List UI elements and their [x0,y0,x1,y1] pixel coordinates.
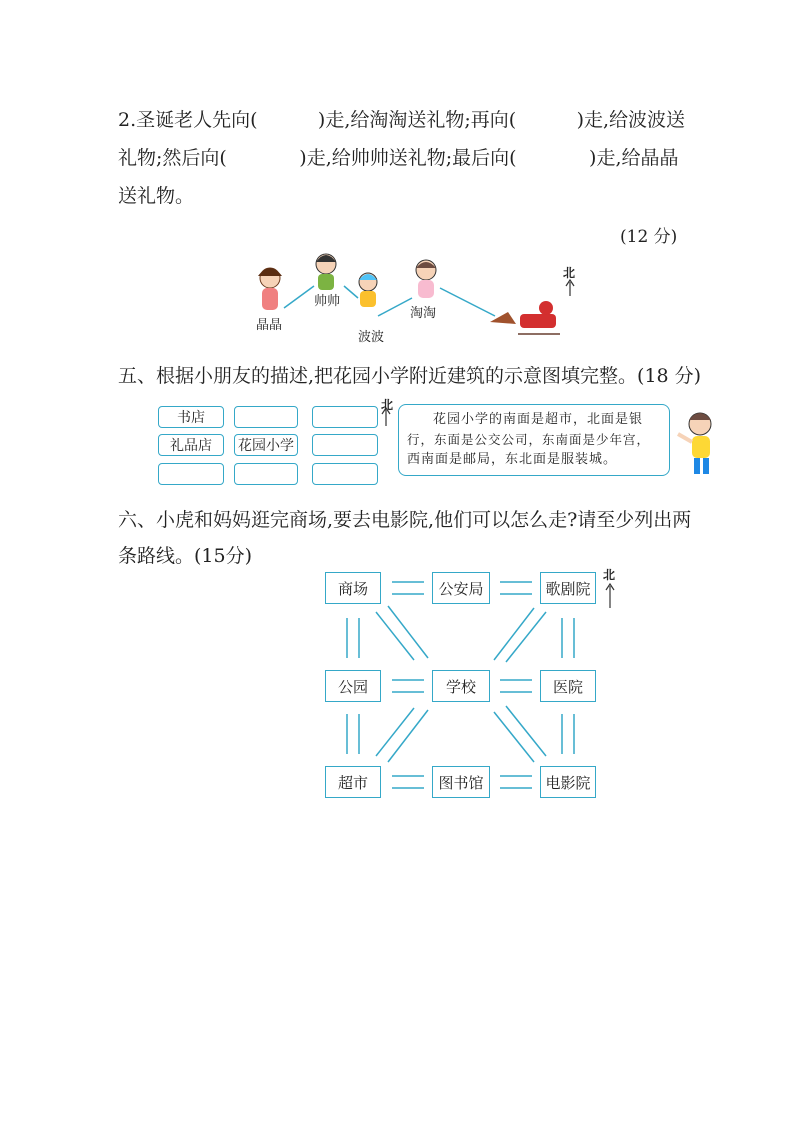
q5-cell-2-0 [158,463,224,485]
q5-title: 五、根据小朋友的描述,把花园小学附近建筑的示意图填完整。(18 分) [118,365,702,387]
q5-cell-0-1 [234,406,298,428]
bubble-line2: 行，东面是公交公司，东南面是少年宫， [407,432,651,447]
map-shangchang: 商场 [325,572,381,604]
name-shuaishuai: 帅帅 [314,294,341,309]
map-gejuyuan: 歌剧院 [540,572,596,604]
q5-cell-2-1 [234,463,298,485]
q5-cell-1-0: 礼品店 [158,434,224,456]
santa-route-illustration [240,250,580,350]
name-taotao: 淘淘 [410,306,437,321]
santa-sleigh-icon [490,301,560,334]
q5-cell-0-2 [312,406,378,428]
jingjing-figure-icon [258,268,282,310]
q5-cell-1-2 [312,434,378,456]
q5-cell-0-0: 书店 [158,406,224,428]
q6-line1: 六、小虎和妈妈逛完商场,要去电影院,他们可以怎么走?请至少列出两 [118,509,692,531]
route-lines [240,250,580,350]
map-dianyingyuan: 电影院 [540,766,596,798]
q6-north-label: 北 [603,568,616,582]
q5-description-bubble [398,404,670,476]
bubble-line1: 花园小学的南面是超市，北面是银 [433,412,644,427]
map-tushuguan: 图书馆 [432,766,490,798]
q5-cell-2-2 [312,463,378,485]
q4-line3: 送礼物。 [118,185,195,207]
taotao-figure-icon [416,260,436,298]
map-gonganju: 公安局 [432,572,490,604]
q5-cell-1-1: 花园小学 [234,434,298,456]
map-gongyuan: 公园 [325,670,381,702]
bubble-line3: 西南面是邮局，东北面是服装城。 [407,452,618,467]
map-yiyuan: 医院 [540,670,596,702]
map-chaoshi: 超市 [325,766,381,798]
name-jingjing: 晶晶 [256,318,283,333]
map-xuexiao: 学校 [432,670,490,702]
q6-line2: 条路线。(15分) [118,545,253,567]
north-label: 北 [563,266,576,280]
q4-score: (12 分) [620,227,678,247]
shuaishuai-figure-icon [316,254,336,290]
name-bobo: 波波 [358,330,385,345]
q4-line1: 2.圣诞老人先向( )走,给淘淘送礼物;再向( )走,给波波送 [118,109,686,131]
q5-north-label: 北 [381,398,394,412]
q4-line2: 礼物;然后向( )走,给帅帅送礼物;最后向( )走,给晶晶 [118,147,679,169]
bobo-figure-icon [359,273,377,307]
